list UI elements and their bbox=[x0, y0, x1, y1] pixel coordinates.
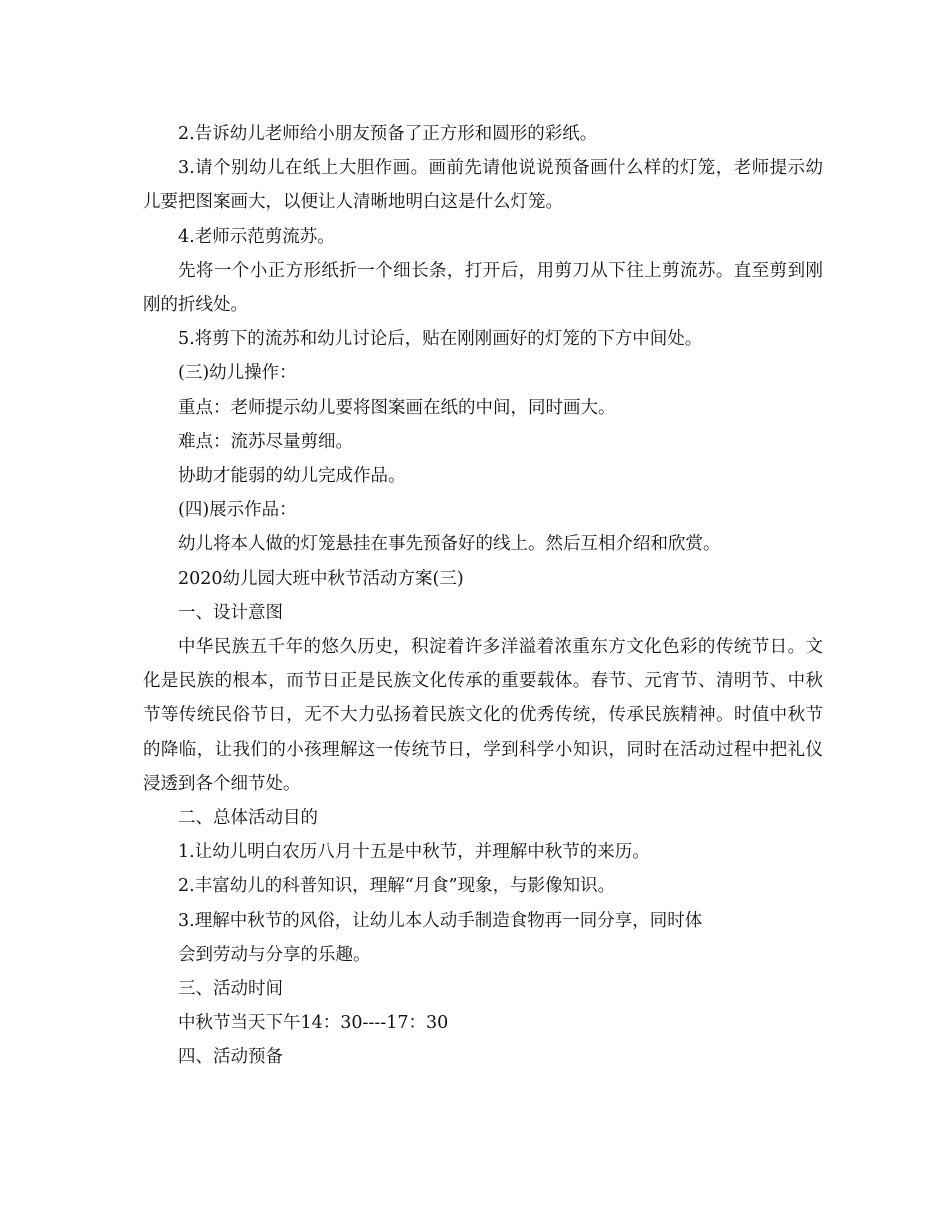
paragraph: 协助才能弱的幼儿完成作品。 bbox=[178, 466, 406, 487]
paragraph: 先将一个小正方形纸折一个细长条，打开后，用剪刀从下往上剪流苏。直至剪到刚刚的折线处。 bbox=[143, 260, 823, 316]
section-heading: (三)幼儿操作： bbox=[178, 363, 297, 384]
paragraph: 2.丰富幼儿的科普知识，理解“月食”现象，与影像知识。 bbox=[178, 876, 616, 897]
paragraph: 2.告诉幼儿老师给小朋友预备了正方形和圆形的彩纸。 bbox=[178, 124, 598, 144]
paragraph: 中华民族五千年的悠久历史，积淀着许多洋溢着浓重东方文化色彩的传统节日。文化是民族的根本，而节日正是民族文化传承的重要载体。春节、元宵节、清明节、中秋节等传统民俗节日，无不大力弘扬着民族文化的优秀传统，传承民族精神。时值中秋节的降临，让我们的小孩理解这一传统节日，学到科学小知识，同时在活动过程中把礼仪浸透到各个细节处。 bbox=[143, 637, 823, 794]
paragraph: 幼儿将本人做的灯笼悬挂在事先预备好的线上。然后互相介绍和欣赏。 bbox=[178, 534, 721, 555]
paragraph: 重点：老师提示幼儿要将图案画在纸的中间，同时画大。 bbox=[178, 397, 616, 418]
paragraph: 难点：流苏尽量剪细。 bbox=[178, 431, 353, 452]
paragraph: 3.请个别幼儿在纸上大胆作画。画前先请他说说预备画什么样的灯笼，老师提示幼儿要把图案画大，以便让人清晰地明白这是什么灯笼。 bbox=[143, 158, 823, 213]
section-heading: 二、总体活动目的 bbox=[178, 808, 318, 829]
document-title: 2020幼儿园大班中秋节活动方案(三) bbox=[178, 568, 464, 589]
section-heading: 一、设计意图 bbox=[178, 602, 283, 623]
section-heading: 三、活动时间 bbox=[178, 979, 283, 1000]
document-body bbox=[143, 117, 823, 1075]
paragraph: 4.老师示范剪流苏。 bbox=[178, 226, 335, 247]
paragraph: 3.理解中秋节的风俗，让幼儿本人动手制造食物再一同分享，同时体 bbox=[178, 910, 703, 931]
paragraph: 会到劳动与分享的乐趣。 bbox=[178, 944, 371, 965]
paragraph: 中秋节当天下午14：30----17：30 bbox=[178, 1013, 449, 1034]
section-heading: 四、活动预备 bbox=[178, 1047, 283, 1068]
paragraph: 5.将剪下的流苏和幼儿讨论后，贴在刚刚画好的灯笼的下方中间处。 bbox=[178, 329, 703, 350]
paragraph: 1.让幼儿明白农历八月十五是中秋节，并理解中秋节的来历。 bbox=[178, 842, 650, 863]
section-heading: (四)展示作品： bbox=[178, 500, 297, 521]
